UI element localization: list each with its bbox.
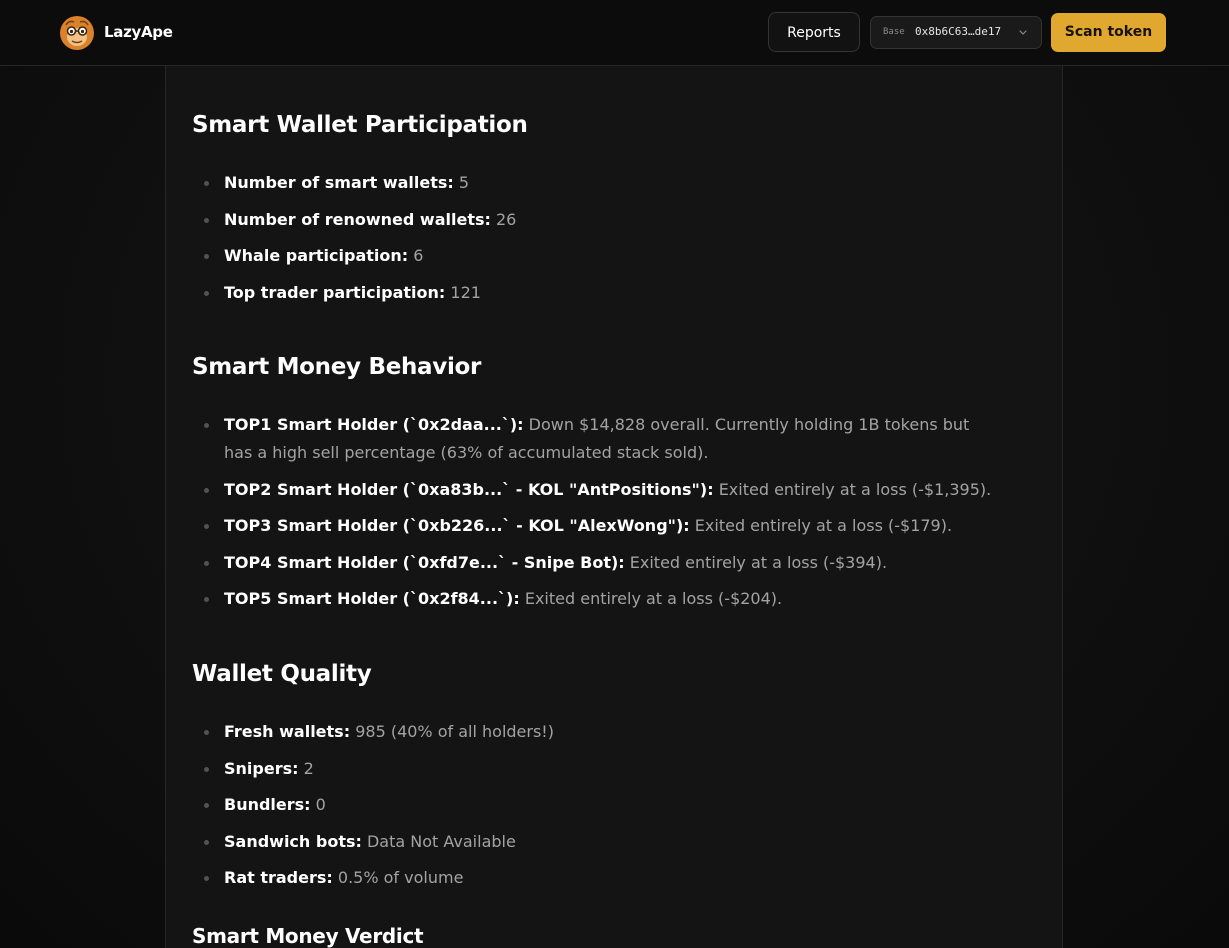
list-item <box>192 411 992 467</box>
list-item <box>192 864 992 892</box>
section-title-smart-money-behavior: Smart Money Behavior <box>192 354 482 380</box>
item-label: Snipers: <box>224 758 299 778</box>
item-value: 985 (40% of all holders!) <box>355 722 554 741</box>
list-item <box>192 476 992 504</box>
item-label: Number of smart wallets: <box>224 173 454 192</box>
item-value: 0.5% of volume <box>337 868 464 887</box>
ape-logo-icon[interactable] <box>60 16 94 50</box>
item-value: Down $14,828 overall. Currently holding 1B tokens but has a high sell percentage (63% of accumulated stack sold). <box>224 415 970 462</box>
item-label: Number of renowned wallets: <box>224 209 491 229</box>
wallet-quality-list <box>192 718 992 901</box>
list-item <box>192 169 992 197</box>
item-label: Fresh wallets: <box>224 722 351 741</box>
list-item <box>192 279 992 307</box>
item-value: Exited entirely at a loss (-$179). <box>694 516 953 535</box>
item-value: 6 <box>413 246 424 265</box>
list-item <box>192 585 992 613</box>
list-item <box>192 512 992 540</box>
item-value: 5 <box>458 173 470 192</box>
token-address: 0x8b6C63…de17 <box>915 25 1002 38</box>
item-label: TOP5 Smart Holder (`0x2f84...`): <box>224 589 520 608</box>
item-label: Sandwich bots: <box>224 831 362 851</box>
brand-name[interactable]: LazyApe <box>104 23 173 41</box>
section-title-wallet-quality: Wallet Quality <box>192 661 372 687</box>
item-value: Exited entirely at a loss (-$204). <box>524 589 783 608</box>
report-panel <box>165 0 1063 948</box>
list-item <box>192 206 992 234</box>
item-label: Top trader participation: <box>224 282 446 302</box>
item-label: Rat traders: <box>224 868 333 887</box>
item-label: TOP3 Smart Holder (`0xb226...` - KOL "AlexWong"): <box>224 516 690 535</box>
chain-label: Base <box>883 27 905 37</box>
section-title-smart-wallet-participation: Smart Wallet Participation <box>192 112 528 138</box>
smart-money-behavior-list <box>192 411 992 622</box>
list-item <box>192 718 992 746</box>
list-item <box>192 791 992 819</box>
item-label: TOP1 Smart Holder (`0x2daa...`): <box>224 415 524 434</box>
item-label: Bundlers: <box>224 795 311 814</box>
item-value: Data Not Available <box>366 831 516 851</box>
item-value: 121 <box>450 282 481 302</box>
item-value: Exited entirely at a loss (-$394). <box>629 552 888 572</box>
token-selector[interactable] <box>870 16 1042 49</box>
item-label: TOP2 Smart Holder (`0xa83b...` - KOL "AntPositions"): <box>224 479 714 499</box>
scan-token-button[interactable]: Scan token <box>1051 13 1166 52</box>
item-value: 26 <box>495 209 517 229</box>
item-value: Exited entirely at a loss (-$1,395). <box>718 479 992 499</box>
item-label: TOP4 Smart Holder (`0xfd7e...` - Snipe Bot): <box>224 552 625 572</box>
item-value: 0 <box>315 795 326 814</box>
list-item <box>192 242 992 270</box>
list-item <box>192 549 992 577</box>
chevron-down-icon <box>1017 25 1029 39</box>
item-value: 2 <box>303 758 314 778</box>
list-item <box>192 828 992 856</box>
list-item <box>192 755 992 783</box>
reports-button[interactable]: Reports <box>768 12 860 52</box>
smart-wallet-participation-list <box>192 169 992 315</box>
section-title-smart-money-verdict: Smart Money Verdict <box>192 924 424 948</box>
top-bar <box>0 0 1229 66</box>
item-label: Whale participation: <box>224 246 409 265</box>
